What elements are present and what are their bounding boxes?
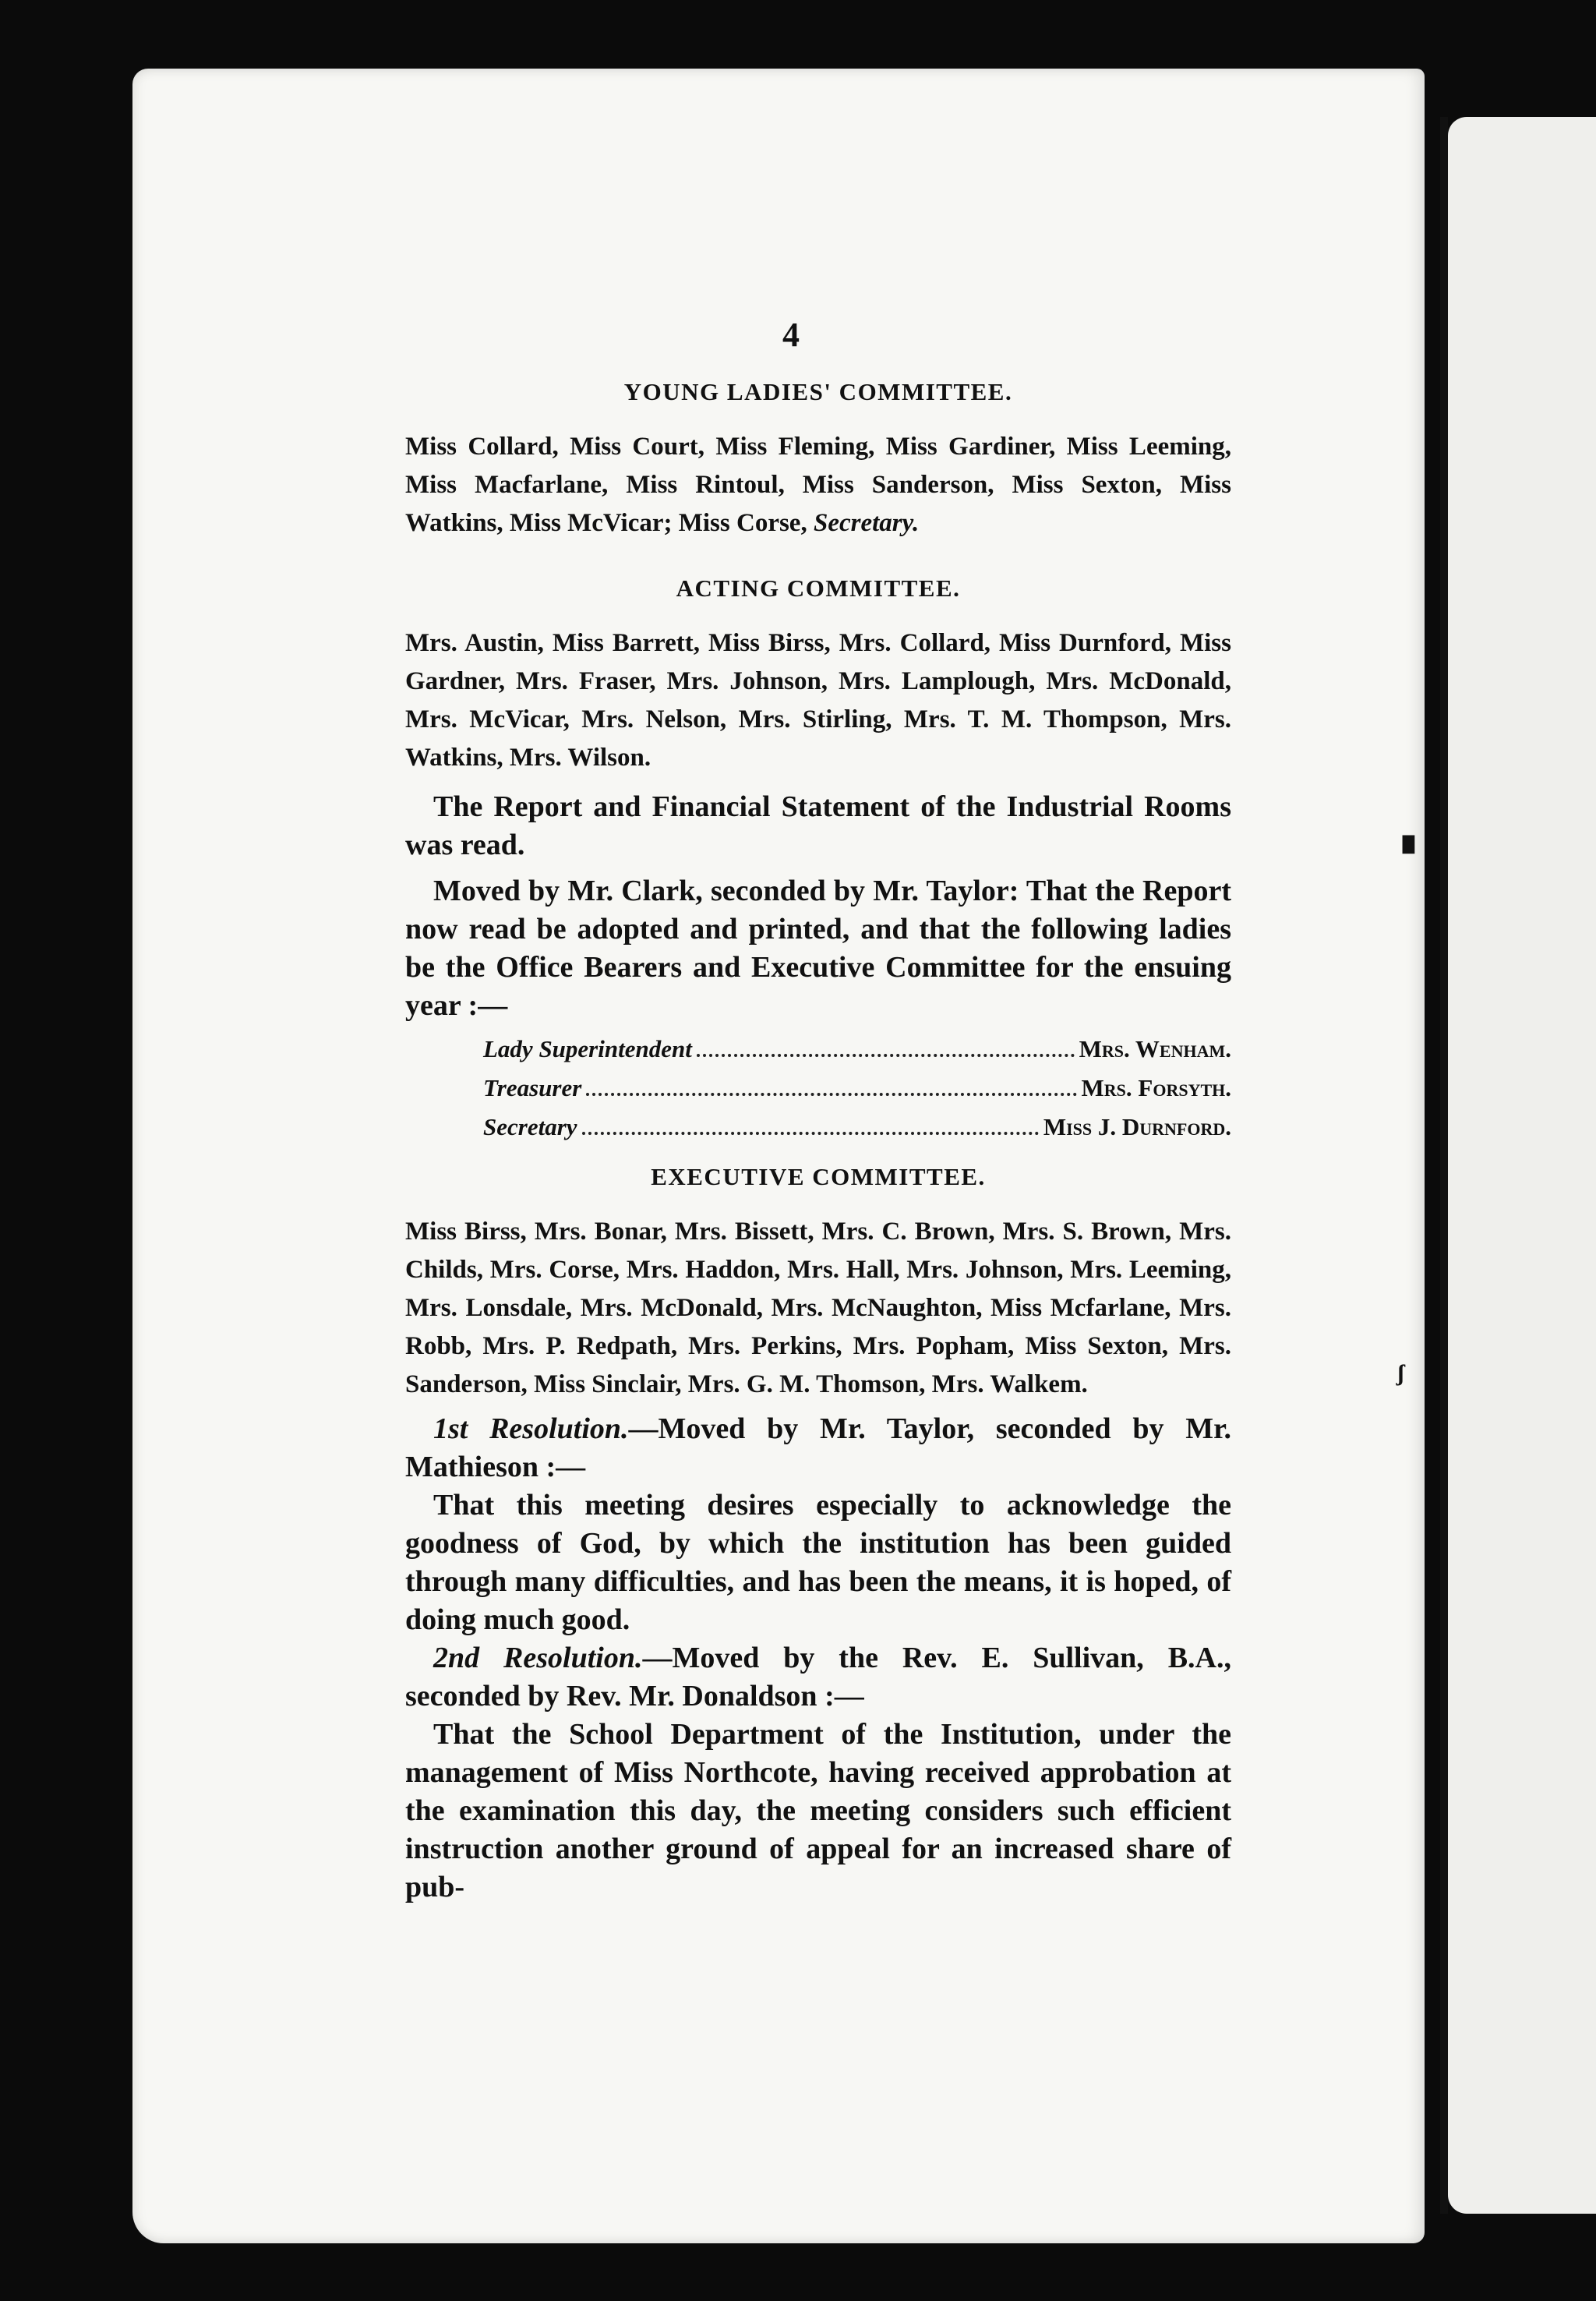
dot-leader: [697, 1054, 1075, 1057]
report-paragraph: The Report and Financial Statement of the Industrial Rooms was read.: [405, 790, 1231, 861]
next-page-partial: [1448, 117, 1596, 2214]
resolution-1-motion: [405, 1410, 1231, 1486]
young-ladies-committee-heading: YOUNG LADIES' COMMITTEE.: [623, 378, 1013, 405]
secretary-label: Secretary.: [813, 509, 920, 537]
officer-name: Mrs. Forsyth.: [1081, 1074, 1231, 1101]
resolution-2-label: 2nd Resolution.: [433, 1642, 643, 1674]
resolution-1-text: —Moved by Mr. Taylor, seconded by Mr. Mathieson :—: [405, 1412, 1231, 1483]
executive-committee-heading: EXECUTIVE COMMITTEE.: [651, 1163, 986, 1190]
officers-list: [483, 1030, 1231, 1147]
officer-row: [483, 1030, 1231, 1069]
resolution-1-label: 1st Resolution.: [433, 1412, 629, 1445]
acting-committee-members: Mrs. Austin, Miss Barrett, Miss Birss, Mrs. Collard, Miss Durnford, Miss Gardner, Mrs. Fraser, Mrs. Johnson, Mrs. Lamplough, Mrs. McDonald, Mrs. McVicar, Mrs. Nelson, Mrs. Stirling, Mrs. T. M. Thompson, Mrs. Watkins, Mrs. Wilson.: [405, 629, 1231, 772]
officer-name: Mrs. Wenham.: [1079, 1035, 1231, 1062]
officer-role: Treasurer: [483, 1074, 582, 1101]
page-number: 4: [782, 316, 800, 354]
moved-paragraph: Moved by Mr. Clark, seconded by Mr. Taylor: That the Report now read be adopted and printed, and that the following ladies be the Office Bearers and Executive Committee for the ensuing year :—: [405, 875, 1231, 1022]
page-content: [405, 312, 1231, 1907]
young-ladies-committee-members: [405, 428, 1231, 543]
dot-leader: [586, 1093, 1076, 1096]
officer-role: Secretary: [483, 1113, 577, 1140]
young-ladies-members-text: Miss Collard, Miss Court, Miss Fleming, Miss Gardiner, Miss Leeming, Miss Macfarlane, Miss Rintoul, Miss Sanderson, Miss Sexton, Miss Watkins, Miss McVicar; Miss Corse,: [405, 433, 1231, 537]
resolution-2-body: That the School Department of the Institution, under the management of Miss Northcote, having received approbation at the examination this day, the meeting considers such efficient instruction another ground of appeal for an increased share of pub-: [405, 1718, 1231, 1903]
dot-leader: [582, 1132, 1039, 1135]
executive-committee-members: Miss Birss, Mrs. Bonar, Mrs. Bissett, Mrs. C. Brown, Mrs. S. Brown, Mrs. Childs, Mrs. Corse, Mrs. Haddon, Mrs. Hall, Mrs. Johnson, Mrs. Leeming, Mrs. Lonsdale, Mrs. McDonald, Mrs. McNaughton, Miss Mcfarlane, Mrs. Robb, Mrs. P. Redpath, Mrs. Perkins, Mrs. Popham, Miss Sexton, Mrs. Sanderson, Miss Sinclair, Mrs. G. M. Thomson, Mrs. Walkem.: [405, 1218, 1231, 1398]
resolution-2-text: —Moved by the Rev. E. Sullivan, B.A., seconded by Rev. Mr. Donaldson :—: [405, 1642, 1231, 1712]
next-page-edge: [1440, 117, 1448, 2214]
officer-role: Lady Superintendent: [483, 1035, 692, 1062]
margin-mark: ▘: [1403, 836, 1427, 871]
resolution-2-motion: [405, 1639, 1231, 1716]
officer-row: [483, 1108, 1231, 1147]
officer-row: [483, 1069, 1231, 1108]
officer-name: Miss J. Durnford.: [1043, 1113, 1231, 1140]
margin-mark: ʃ: [1397, 1360, 1405, 1386]
resolution-1-body: That this meeting desires especially to acknowledge the goodness of God, by which the institution has been guided through many difficulties, and has been the means, it is hoped, of doing much good.: [405, 1489, 1231, 1636]
acting-committee-heading: ACTING COMMITTEE.: [676, 574, 961, 602]
